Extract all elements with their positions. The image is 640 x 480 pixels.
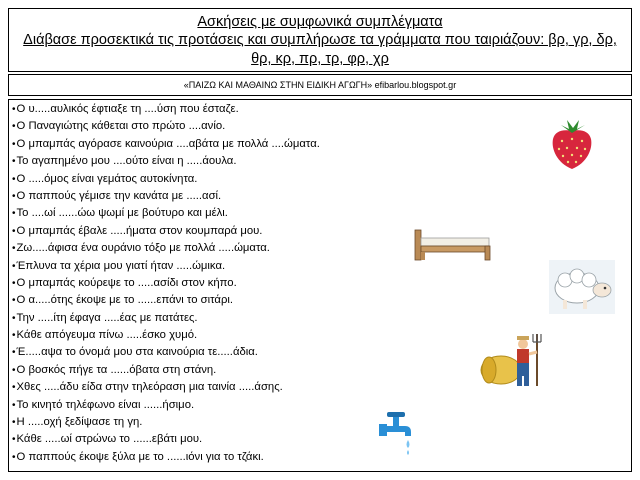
sentence-list <box>12 101 320 466</box>
sentence-item: • Το κινητό τηλέφωνο είναι ......ήσιμο. <box>12 397 320 414</box>
sentence-item: • Ο Παναγιώτης κάθεται στο πρώτο ....ανίο. <box>12 118 320 135</box>
sentence-item: • Ο βοσκός πήγε τα ......όβατα στη στάνη. <box>12 362 320 379</box>
sentence-item: • Ο μπαμπάς έβαλε .....ήματα στον κουμπαρά μου. <box>12 223 320 240</box>
worksheet-title: Ασκήσεις με συμφωνικά συμπλέγματα <box>197 14 443 30</box>
source-credit: «ΠΑΙΖΩ ΚΑΙ ΜΑΘΑΙΝΩ ΣΤΗΝ ΕΙΔΙΚΗ ΑΓΩΓΗ» efibarlou.blogspot.gr <box>8 74 632 96</box>
exercise-box <box>8 99 632 472</box>
sentence-item: • Έ.....αψα το όνομά μου στα καινούρια τε.....άδια. <box>12 344 320 361</box>
sheep-icon <box>549 260 615 314</box>
worksheet <box>8 8 632 472</box>
sentence-item: • Το αγαπημένο μου ....ούτο είναι η .....άουλα. <box>12 153 320 170</box>
sentence-item: • Ο παππούς γέμισε την κανάτα με .....ασί. <box>12 188 320 205</box>
sentence-item: • Έπλυνα τα χέρια μου γιατί ήταν .....ώμικα. <box>12 258 320 275</box>
instructions: Διάβασε προσεκτικά τις προτάσεις και συμπλήρωσε τα γράμματα που ταιριάζουν: βρ, γρ, δρ, θρ, κρ, πρ, τρ, φρ, χρ <box>23 32 617 67</box>
farmer-hay-icon <box>479 332 547 388</box>
sentence-item: • Την .....ίτη έφαγα .....έας με πατάτες. <box>12 310 320 327</box>
sentence-item: • Το ....ωί ......ώω ψωμί με βούτυρο και μέλι. <box>12 205 320 222</box>
sentence-item: • Ο α.....ότης έκοψε με το ......επάνι το σιτάρι. <box>12 292 320 309</box>
bed-icon <box>413 226 493 262</box>
sentence-item: • Κάθε απόγευμα πίνω .....έσκο χυμό. <box>12 327 320 344</box>
sentence-item: • Ο μπαμπάς αγόρασε καινούρια ....αβάτα με πολλά ....ώματα. <box>12 136 320 153</box>
sentence-item: • Ο μπαμπάς κούρεψε το .....ασίδι στον κήπο. <box>12 275 320 292</box>
sentence-item: • Ο .....όμος είναι γεμάτος αυτοκίνητα. <box>12 171 320 188</box>
sentence-item: • Ο υ.....αυλικός έφτιαξε τη ....ύση που έσταζε. <box>12 101 320 118</box>
sentence-item: • Ζω.....άφισα ένα ουράνιο τόξο με πολλά .....ώματα. <box>12 240 320 257</box>
strawberry-icon <box>547 119 597 171</box>
sentence-item: • Η .....οχή ξεδίψασε τη γη. <box>12 414 320 431</box>
sentence-item: • Χθες .....άδυ είδα στην τηλεόραση μια ταινία .....άσης. <box>12 379 320 396</box>
sentence-item: • Κάθε .....ωί στρώνω το ......εβάτι μου. <box>12 431 320 448</box>
header-box <box>8 8 632 72</box>
water-tap-icon <box>377 410 423 456</box>
sentence-item: • Ο παππούς έκοψε ξύλα με το ......ιόνι για το τζάκι. <box>12 449 320 466</box>
